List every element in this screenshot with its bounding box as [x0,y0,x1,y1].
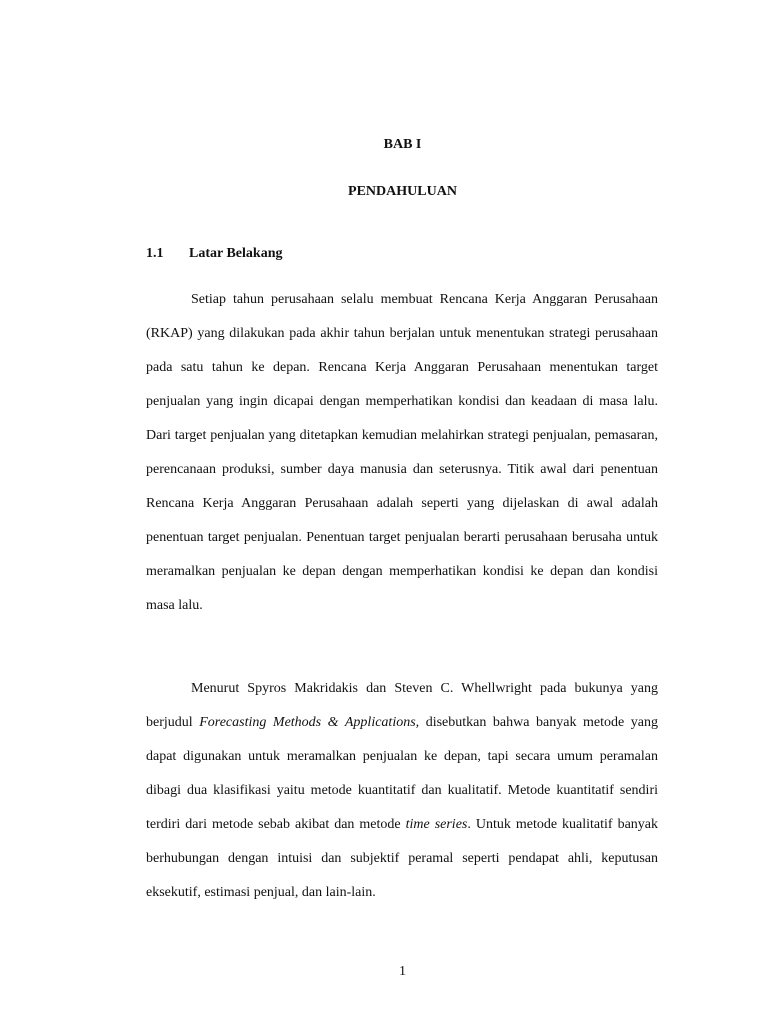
book-title: Forecasting Methods & Applications, [199,715,420,730]
section-title: Latar Belakang [189,246,283,261]
term-time-series: time series [405,817,468,832]
page-number: 1 [399,964,406,979]
chapter-title: PENDAHULUAN [348,184,457,199]
paragraph-2-text-1: Menurut Spyros Makridakis dan Steven C. Whellwright pada bukunya yang berjudul [146,681,658,730]
paragraph-2 [146,672,658,910]
chapter-label: BAB I [383,137,422,152]
paragraph-2-text-3: . Untuk metode kualitatif banyak berhubungan dengan intuisi dan subjektif peramal seperti pendapat ahli, keputusan eksekutif, estimasi penjual, dan lain-lain. [146,817,659,900]
paragraph-2-text-2: disebutkan bahwa banyak metode yang dapat digunakan untuk meramalkan penjualan ke depan, tapi secara umum peramalan dibagi dua klasifikasi yaitu metode kuantitatif dan kualitatif. Metode kuantitatif sendiri terdiri dari metode sebab akibat dan metode [146,715,658,832]
paragraph-1: Setiap tahun perusahaan selalu membuat Rencana Kerja Anggaran Perusahaan (RKAP) yang dilakukan pada akhir tahun berjalan untuk menentukan strategi perusahaan pada satu tahun ke depan. Rencana Kerja Anggaran Perusahaan menentukan target penjualan yang ingin dicapai dengan memperhatikan kondisi dan keadaan di masa lalu. Dari target penjualan yang ditetapkan kemudian melahirkan strategi penjualan, pemasaran, perencanaan produksi, sumber daya manusia dan seterusnya. Titik awal dari penentuan Rencana Kerja Anggaran Perusahaan adalah seperti yang dijelaskan di awal adalah penentuan target penjualan. Penentuan target penjualan berarti perusahaan berusaha untuk meramalkan penjualan ke depan dengan memperhatikan kondisi ke depan dan kondisi masa lalu. [146,292,658,613]
section-number: 1.1 [146,246,164,261]
section-heading [146,246,282,262]
